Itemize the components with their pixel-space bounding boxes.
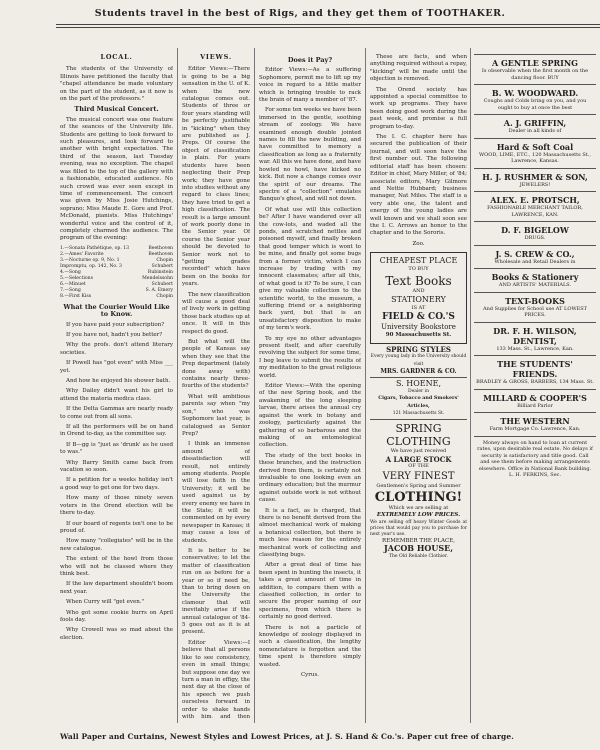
ad-title: A. J. GRIFFIN, — [503, 118, 567, 128]
advertisement — [474, 412, 596, 436]
ads-list — [474, 54, 596, 482]
zoo-signature: Zoo. — [412, 240, 425, 247]
ad-subtitle: Billiard Parlor — [517, 402, 553, 409]
ad-subtitle: Farm Mortgage Co. Lawrence, Kan. — [489, 426, 581, 432]
ad-line: 90 Massachusetts St. — [385, 332, 452, 339]
views-paragraph: The new classification will cause a good deal of lively work in getting those back studies up at once. It will in this respect do good. — [182, 291, 250, 335]
column-divider — [365, 48, 366, 723]
hoene-ad — [370, 378, 467, 420]
courier-item: Why Barry Smith came back from vacation so soon. — [60, 459, 173, 474]
courier-item: How many of those ninety seven voters in the Orend election will be there to-day. — [60, 495, 173, 517]
header-banner: Students travel in the best of Rigs, and they get them of TOOTHAKER. — [94, 8, 506, 19]
courier-item: If all the performers will be on hand in Orend to-day, as the committee say. — [60, 424, 173, 438]
does-it-pay-paras — [259, 67, 361, 669]
ad-title: DR. F. H. WILSON, DENTIST, — [493, 325, 577, 346]
spring-styles-ad — [370, 344, 467, 379]
advertisement — [474, 268, 596, 292]
courier-item: If you have not, hadn't you better? — [66, 331, 163, 338]
courier-item: If Powell has "got even" with Miss ___ yet. — [60, 360, 173, 374]
does-it-pay-paragraph: Editor Views:—As a suffering Sophomore, permit me to lift up my voice in regard to a little matter which is bringing trouble to rack the brain of many a member of '87. — [259, 67, 361, 104]
ad-subtitle: And Supplies for School use AT LOWEST PRICES. — [482, 305, 588, 318]
ad-line: VERY FINEST — [382, 470, 455, 482]
views-paragraph: Editor Views:—There is going to be a big sensation in the U. of K. when the new catalogue comes out. Students of three or four years standing will be perfectly justifiable in "kicking" when they are published as J. Preps. Of course the object of classification is plain. For years students have been neglecting their Prep work; they have gone into studies without any regard to class lines; they have tried to get a high classification. The result is a large amount of work poorly done in the Senior year. Of course the Senior year should be devoted to Senior work not to "getting grades recorded" which have been on the books for years. — [182, 66, 250, 288]
ad-title: J. S. CREW & CO., — [495, 248, 575, 259]
does-it-pay-column — [259, 54, 361, 718]
ad-line: REMEMBER THE PLACE, — [382, 537, 455, 544]
courier-item: When Curry will "get even." — [66, 599, 145, 606]
ad-line: University Bookstore — [381, 323, 456, 332]
column-divider — [470, 48, 471, 723]
ad-line: Every young lady in the University should visit — [370, 354, 467, 367]
program-piece: 6.—Minuet — [60, 281, 86, 287]
local-title: LOCAL. — [100, 54, 133, 61]
program-performer: Schubert — [151, 281, 173, 287]
notes-ads-column — [370, 54, 467, 718]
courier-item: If our board of regents isn't one to be proud of. — [60, 520, 173, 534]
program-piece: 5.—Selections — [60, 275, 93, 281]
ad-line: FIELD & CO.'S — [382, 312, 455, 323]
notes-paras — [370, 54, 467, 238]
ad-line: SPRING STYLES — [386, 344, 451, 354]
courier-item: If a petition for a weeks holiday isn't a good way to get one for two days. — [60, 477, 173, 491]
ad-title: Hard & Soft Coal — [496, 141, 574, 152]
views-title: VIEWS. — [200, 54, 232, 61]
local-para-1: The students of the University of Illinois have petitioned the faculty that "chapel attendance be made voluntary on the part of the student, as it now is on the part of the professors." — [60, 66, 173, 103]
ad-line: We have just received — [390, 448, 447, 455]
ad-line: CHEAPEST PLACE — [379, 256, 458, 266]
footer-banner: Wall Paper and Curtains, Newest Styles and Lowest Prices, at J. S. Hand & Co.'s. Paper cut free of charge. — [60, 732, 514, 741]
advertisement — [474, 221, 596, 245]
ad-title: THE STUDENTS' FRIENDS. — [497, 359, 573, 379]
program-row — [60, 294, 173, 300]
ad-line: Gentlemen's Spring and Summer — [376, 482, 461, 489]
program-performer: Chopin — [156, 257, 173, 263]
ad-subtitle: Is observable when the first month on the dancing floor. BUY — [481, 68, 589, 81]
ad-line: OF THE — [408, 463, 429, 470]
program-piece: 4.—Song — [60, 269, 81, 275]
ad-line: The Old Reliable Clothier. — [389, 553, 448, 559]
advertisement — [474, 168, 596, 192]
concert-program — [60, 246, 173, 300]
does-it-pay-paragraph: It is a fact, as is charged, that there is no benefit derived from the almost mechanical work of making a botanical collection, but there is much less reason for the entirely mechanical work of collecting and classifying bugs. — [259, 507, 361, 558]
field-co-ad — [370, 252, 467, 344]
ad-line: MRS. GARDNER & CO. — [380, 368, 457, 375]
courier-item: If the law department shouldn't boom next year. — [60, 581, 173, 595]
courier-item: Who got some cookie burrs on April fools day. — [60, 609, 173, 623]
concert-para: The musical concert was one feature of the seances of the University life. Students are getting to look forward to such pleasures, and look forward to another with bright expectation. The third of the season, last Tuesday evening, was no exception. The chapel was filled to the top of the gallery with a fashionable, educated audience. No such crowd was ever seen except in time of commencement. The concert was given by Miss Josie Hutchings, soprano; Miss Maude E. Gore and Prof. McDonald, pianists. Miss Hutchings' wonderful voice and the control of it, completely charmed the audience. The program of the evening: — [60, 116, 173, 242]
column-divider — [177, 48, 178, 723]
does-it-pay-paragraph: After a great deal of time has been spent in hunting the insects, it takes a great amount of time in addition, to compare them with a classified collection, in order to secure the proper naming of our specimens, from which there is certainly no good derived. — [259, 562, 361, 621]
views-paras — [182, 66, 250, 718]
local-column — [60, 54, 173, 718]
ad-line: Text Books — [385, 273, 452, 288]
ad-title: Books & Stationery — [491, 272, 579, 282]
notes-paragraph: These are facts, and when anything required without a repay, "kicking" will be made until the objection is removed. — [370, 54, 467, 83]
advertisement — [474, 191, 596, 221]
ad-subtitle: BRADLEY & GROSS, BARBERS, 134 Mass. St. — [476, 379, 594, 385]
ad-subtitle: DRUGS. — [524, 235, 546, 241]
ad-line: We are selling off heavy Winter Goods at prices that would pay you to purchase for next year's use. — [370, 519, 467, 537]
ad-line: Which we are selling at — [388, 505, 449, 512]
ad-line: SPRING CLOTHING — [386, 422, 451, 449]
ad-title: H. J. RUSHMER & SON, — [482, 171, 588, 182]
program-piece: 8.—First Kiss — [60, 293, 92, 299]
ad-line: Cigars, Tobacco and Smokers' Articles, — [378, 395, 459, 409]
program-performer: Beethoven — [148, 245, 173, 251]
courier-item: Why Dailey didn't want his girl to attend the materia medica class. — [60, 388, 173, 402]
ad-title: B. W. WOODWARD. — [491, 88, 579, 98]
ad-line: A LARGE STOCK — [385, 454, 452, 464]
header-rule-top — [56, 24, 600, 25]
ad-line: IS AT — [411, 304, 426, 311]
courier-item: If B—gg is "just as 'drunk' as he used to was." — [60, 441, 173, 456]
views-paragraph: But what will the people of Kansas say when they see that the Prep department (lately done away with) contains nearly three-fourths of the students? — [182, 339, 250, 390]
program-piece: 1.—Sonata Pathétique, op. 13 — [60, 245, 130, 251]
courier-item: If you have paid your subscription? — [66, 321, 165, 328]
advertisement — [474, 84, 596, 114]
program-performer: Schubert — [151, 263, 173, 269]
program-performer: Beethoven — [148, 251, 173, 257]
views-paragraph: It is better to be conservative; to let the matter of classification run on as before for a year or so if need be, than to bring down on the University the clamour that will inevitably arise if the annual catalogue of '84-5 goes out as it is at present. — [182, 548, 250, 636]
program-piece: 7.—Song — [60, 287, 81, 293]
ads-column — [474, 54, 596, 718]
views-paragraph: Editor Views:—I believe that all persons like to see consistency, even in small things; but suppose one day we turn a man in effigy, the next day at the close of his speech we push ourselves forward in order to shake hands with him, and then — [182, 639, 250, 718]
ad-subtitle: Money always on hand to loan at current rates, upon desirable real estate. No delays if security is satisfactory and title good. Call and see them before making arrangements elsewhere. Office in National Bank building. L. H. PERKINS, Sec. — [477, 439, 593, 478]
courier-item: Why the profs. don't attend literary societies. — [60, 342, 173, 356]
ad-subtitle: Coughs and Colds bring on you, and you ought to buy at once the best — [483, 98, 587, 111]
program-piece: Impromptu, op. 142, No. 3 — [60, 263, 122, 269]
ad-title: MILLARD & COOPER'S — [483, 392, 587, 403]
program-piece: 2.—Ames' Favorite — [60, 251, 104, 257]
advertisement — [474, 138, 596, 168]
courier-item: If the Delta Gammas are nearly ready to come out from all sons. — [60, 406, 173, 420]
ad-line: Dealer in — [408, 388, 429, 394]
ad-subtitle: AND ARTISTS' MATERIALS. — [498, 282, 572, 288]
does-it-pay-paragraph: To my eye no other advantages present itself, and after carefully revolving the subject for some time, I beg leave to submit the results of my meditation to the great religious world. — [259, 335, 361, 379]
courier-item: And how he enjoyed his shower bath. — [66, 378, 171, 384]
notes-paragraph: The Orend society has appointed a special committee to work up programs. They have been doing good work during the past week, and promise a full program to-day. — [370, 86, 467, 130]
concert-heading: Third Musical Concert. — [74, 105, 159, 114]
advertisement — [474, 114, 596, 138]
views-paragraph: What will ambitious parents say when "my son," who was Sophomore last year, is catalogued as Senior Prep? — [182, 393, 250, 437]
program-piece: 3.—Nocturne op. 9, No. 1 — [60, 257, 120, 263]
advertisement — [474, 389, 596, 413]
ad-subtitle: FASHIONABLE MERCHANT TAILOR, LAWRENCE, KAN. — [487, 205, 583, 218]
courier-items — [60, 322, 173, 643]
notes-paragraph: The I. C. chapter here has secured the publication of their journal, and will soon have the first number out. The following editorial staff has been chosen: Editor in chief, Mary Miller, of '84; associate editors, Mary Gilmore and Nettie Hubbard; business manager, Nat Miles. The staff is a very able one, the talent and energy of the young ladies are well known and we shall soon see the I. C. Arrows an honor to the chapter and to the Sororis. — [370, 134, 467, 237]
ad-line: EXTREMELY LOW PRICES. — [376, 512, 461, 519]
courier-item: Why Crowell was so mad about the election. — [60, 627, 173, 641]
ad-title: THE WESTERN — [500, 416, 570, 426]
advertisement — [474, 292, 596, 322]
cyrus-signature: Cyrus. — [300, 672, 320, 679]
ad-title: TEXT-BOOKS — [505, 295, 565, 306]
ad-title: D. F. BIGELOW — [501, 225, 569, 235]
courier-item: The extent of the howl from those who will not be classed where they think best. — [60, 556, 173, 577]
ad-line: TO BUY — [408, 266, 429, 273]
header-rule-bottom — [56, 27, 600, 28]
ad-subtitle: 133 Mass. St., Lawrence, Kan. — [496, 345, 574, 352]
program-performer: S. A. Emery — [145, 287, 173, 293]
does-it-pay-paragraph: There is not a particle of knowledge of zoology displayed in such a classification, the lengthy nomenclature is forgotten and the time spent is therefore simply wasted. — [259, 624, 361, 668]
does-it-pay-paragraph: Editor Views:—With the opening of the new Spring book, and the awakening of the long sleeping larvae, there arises the annual cry against the work in botany and zoology, particularly against the gathering of so barbarous and the making of an entomological collection. — [259, 383, 361, 449]
ad-title: ALEX. E. PROTSCH, — [490, 195, 580, 205]
does-it-pay-heading: Does it Pay? — [287, 56, 333, 64]
views-paragraph: I think an immense amount of dissatisfaction will result, not entirely among students. People will lose faith in the University; it will be used against us by every enemy we have in the State; it will be commented on by every newspaper in Kansas; it may cause a loss of students. — [182, 441, 250, 544]
program-performer: Chopin — [156, 293, 173, 299]
program-performer: Mendelssohn — [142, 275, 173, 281]
does-it-pay-paragraph: The study of the text books in these branches, and the instruction derived from them, is certainly not invaluable to one looking even an ordinary education; but the murmur against outside work is not without cause. — [259, 452, 361, 504]
ad-line: 121 Massachusetts St. — [392, 411, 445, 417]
column-divider — [254, 48, 255, 723]
program-performer: Rubinstein — [147, 269, 173, 275]
courier-item: How many "collegiates" will be in the new catalogue. — [60, 538, 173, 552]
advertisement — [474, 436, 596, 482]
ad-title: A GENTLE SPRING — [491, 58, 579, 68]
courier-heading: What the Courier Would Like to Know. — [63, 302, 170, 319]
ad-line: STATIONERY — [391, 294, 446, 304]
advertisement — [474, 322, 596, 356]
advertisement — [474, 355, 596, 389]
ad-line: AND — [412, 287, 425, 294]
jacob-house-ad — [370, 420, 467, 562]
ad-line: JACOB HOUSE, — [383, 543, 454, 554]
views-column — [182, 54, 250, 718]
ad-subtitle: Wholesale and Retail Dealers in — [494, 258, 576, 265]
ad-subtitle: Dealer in all kinds of — [508, 128, 562, 134]
ad-line: CLOTHING! — [374, 490, 463, 506]
ad-line: S. HOENE, — [395, 379, 442, 389]
ad-subtitle: WOOD, LIME, ETC., 120 Massachusetts St., Lawrence, Kansas. — [479, 151, 591, 164]
ad-subtitle: JEWELERS! — [519, 181, 551, 188]
advertisement — [474, 54, 596, 84]
does-it-pay-paragraph: For some ten weeks we have been immersed in the gentle, soothing stream of zoology. We have examined enough double jointed names to fill the new building, and have committed to memory a classification as long as a fraternity war. All this we have done, and have howled no howl, have kicked no kick. But now a change comes over the spirit of our dreams. The spectre of a "collection" emulates Banquo's ghost, and will not down. — [259, 107, 361, 203]
does-it-pay-paragraph: Of what use will this collection be? After I have wandered over all the cow-lots, and waded all the ponds, and scratched nettles and poisoned myself, and finally broken that good temper which is wont to be mine, and finally got some bugs from a former victim, which I can increase by trading with my innocent classmates; after all this, of what good is it? To be sure, I can give my valuable collection to the scientific world, to the museum, a suffering friend or a neighboring back yard, but that is an unsatisfactory disposition to make of my term's work. — [259, 206, 361, 332]
advertisement — [474, 245, 596, 269]
